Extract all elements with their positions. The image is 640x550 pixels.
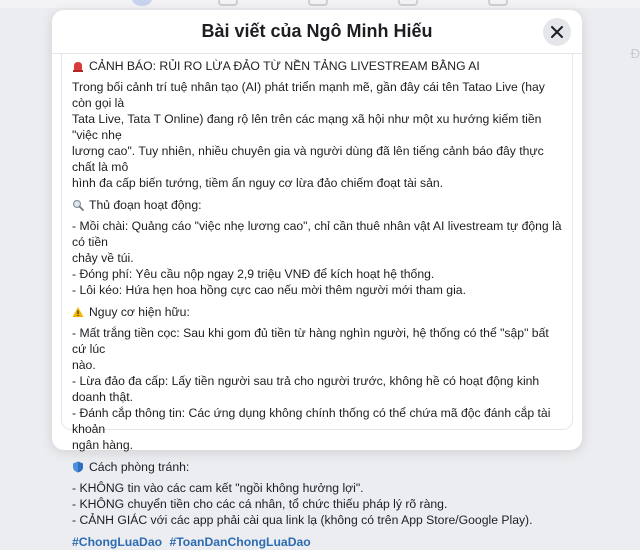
intro-line: hình đa cấp biến tướng, tiềm ẩn nguy cơ lừa đảo chiếm đoạt tài sản.	[72, 176, 444, 190]
video-icon	[218, 0, 238, 6]
section-heading-prevention	[72, 459, 562, 475]
section-line: - Lừa đảo đa cấp: Lấy tiền người sau trả cho người trước, không hề có hoạt động kinh doanh thật.	[72, 374, 540, 404]
post-content	[61, 54, 573, 549]
section-line: - Mồi chài: Quảng cáo "việc nhẹ lương cao", chỉ cần thuê nhân vật AI livestream tự động là có tiền	[72, 219, 562, 249]
section-heading-text: Thủ đoạn hoạt động:	[89, 198, 202, 212]
hashtags	[72, 534, 562, 550]
home-icon	[132, 0, 152, 6]
section-prevention	[72, 480, 562, 528]
post-title-text: CẢNH BÁO: RỦI RO LỪA ĐẢO TỪ NỀN TẢNG LIVESTREAM BẰNG AI	[89, 59, 480, 73]
warning-icon	[72, 306, 84, 318]
intro-line: Tata Live, Tata T Online) đang rộ lên trên các mạng xã hội như một xu hướng kiếm tiền "việc nhẹ	[72, 112, 542, 142]
section-line: - Đóng phí: Yêu cầu nộp ngay 2,9 triệu VNĐ để kích hoạt hệ thống.	[72, 267, 435, 281]
background-top-nav	[0, 0, 640, 8]
hashtag-link[interactable]: #ChongLuaDao	[72, 535, 163, 549]
close-button[interactable]	[543, 18, 571, 46]
shield-icon	[72, 461, 84, 473]
section-line: - Lôi kéo: Hứa hẹn hoa hồng cực cao nếu mời thêm người mới tham gia.	[72, 283, 466, 297]
section-heading-risks	[72, 304, 562, 320]
marketplace-icon	[308, 0, 328, 6]
section-line: - KHÔNG chuyển tiền cho các cá nhân, tổ chức thiếu pháp lý rõ ràng.	[72, 497, 448, 511]
red-siren-icon	[72, 60, 84, 72]
intro-line: lương cao". Tuy nhiên, nhiều chuyên gia và người dùng đã lên tiếng cảnh báo đây thực chất là mô	[72, 144, 544, 174]
section-line: ngân hàng.	[72, 438, 133, 452]
hashtag-link[interactable]: #ToanDanChongLuaDao	[169, 535, 311, 549]
close-icon	[550, 25, 564, 39]
section-line: nào.	[72, 358, 96, 372]
section-line: - CẢNH GIÁC với các app phải cài qua link lạ (không có trên App Store/Google Play).	[72, 513, 533, 527]
section-line: - Mất trắng tiền cọc: Sau khi gom đủ tiền từ hàng nghìn người, hệ thống có thể "sập" bất cứ lúc	[72, 326, 549, 356]
post-modal	[52, 10, 582, 549]
section-heading-tactics	[72, 197, 562, 213]
section-line: - Đánh cắp thông tin: Các ứng dụng không chính thống có thể chứa mã độc đánh cắp tài khoản	[72, 406, 551, 436]
section-tactics	[72, 218, 562, 298]
section-heading-text: Nguy cơ hiện hữu:	[89, 305, 190, 319]
background-text: Đ	[630, 46, 640, 61]
section-line: - KHÔNG tin vào các cam kết "ngồi không hưởng lợi".	[72, 481, 364, 495]
section-line: chảy về túi.	[72, 251, 134, 265]
post-title	[72, 58, 562, 74]
modal-header	[52, 10, 582, 54]
post-intro	[72, 79, 562, 191]
intro-line: Trong bối cảnh trí tuệ nhân tạo (AI) phát triển mạnh mẽ, gần đây cái tên Tatao Live (hay còn gọi là	[72, 80, 545, 110]
section-heading-text: Cách phòng tránh:	[89, 460, 190, 474]
magnifier-icon	[72, 199, 84, 211]
gaming-icon	[488, 0, 508, 6]
section-risks	[72, 325, 562, 453]
groups-icon	[398, 0, 418, 6]
modal-title: Bài viết của Ngô Minh Hiếu	[201, 21, 433, 41]
